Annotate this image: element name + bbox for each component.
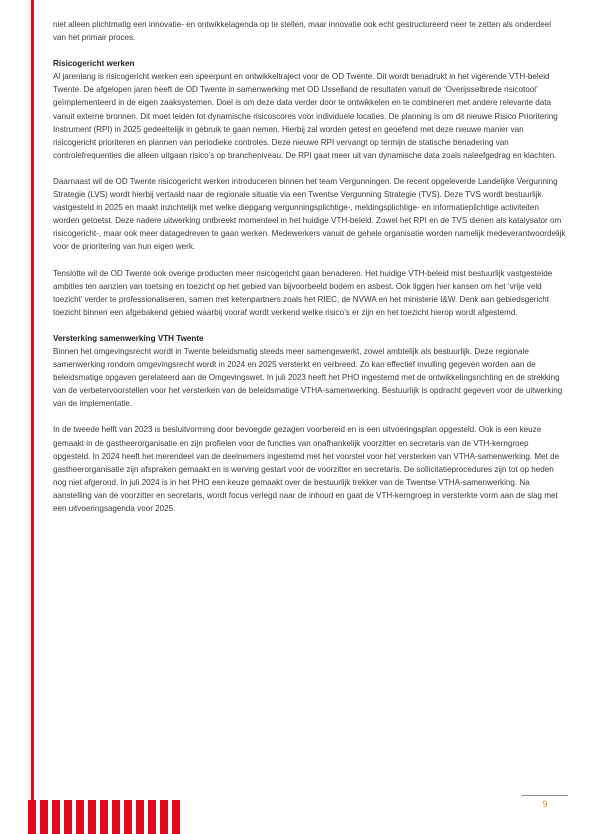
paragraph-block — [53, 423, 566, 515]
body-paragraph: Al jarenlang is risicogericht werken een speerpunt en ontwikkeltraject voor de OD Twente. Dit wordt benadrukt in het vigerende VTH-beleid Twente. De afgelopen jaren heeft de OD Twente in samenwerking met OD IJsselland de resultaten vanuit de ‘Overijsselbrede risicotool’ geïmplementeerd in de eigen zaaksystemen. Doel is om deze data verder door te ontwikkelen en te combineren met andere relevante data vanuit externe bronnen. Dit moet leiden tot dynamische risicoscores voor individuele locaties. De planning is om dit nieuwe Risico Prioritering Instrument (RPI) in 2025 gedeeltelijk in gebruik te gaan nemen. Hierbij zal worden getest en geoefend met deze nieuwe manier van risicogericht prioriteren en plannen van periodieke controles. Deze nieuwe RPI vervangt op termijn de statische benadering van controlefrequenties die alleen uitgaan risico’s op brancheniveau. De RPI gaat meer uit van dynamische data zoals naleefgedrag en klachten. — [53, 72, 558, 160]
footer-bar — [160, 800, 168, 834]
footer-bar — [148, 800, 156, 834]
paragraph-block — [53, 18, 566, 44]
footer-bar — [112, 800, 120, 834]
body-paragraph: Tenslotte wil de OD Twente ook overige producten meer risicogericht gaan benaderen. Het huidige VTH-beleid mist bestuurlijk vastgestelde ambities ten aanzien van toetsing en toezicht op het gebied van bijvoorbeeld bodem en asbest. Ook liggen hier kansen om het ‘vrije veld toezicht’ verder te professionaliseren, samen met ketenpartners zoals het RIEC, de NVWA en het ministerie I&W. Denk aan gebiedsgericht toezicht binnen een afgebakend gebied waarbij vooraf wordt verkend welke risico’s er zijn en het toezicht hierop wordt afgestemd. — [53, 268, 553, 317]
footer-bar — [100, 800, 108, 834]
body-paragraph: Binnen het omgevingsrecht wordt in Twente beleidsmatig steeds meer samengewerkt, zowel ambtelijk als bestuurlijk. Deze regionale samenwerking rondom omgevingsrecht wordt in 2024 en 2025 versterkt en verbreed. Zo kan effectief invulling gegeven worden aan de beleidsmatige opgaven gerelateerd aan de Omgevingswet. In juli 2023 heeft het PHO ingestemd met de ontwikkelingsrichting en de strekking van de verbetervoorstellen voor het versterken van de beleidsmatige VTHA-samenwerking. Bestuurlijk is opdracht gegeven voor de uitwerking van de implementatie. — [53, 346, 563, 409]
page-number: 9 — [542, 799, 548, 809]
paragraph-block — [53, 175, 566, 254]
section-block-risicogericht-werken — [53, 57, 566, 162]
section-heading: Risicogericht werken — [53, 59, 135, 69]
footer-bar — [52, 800, 60, 834]
footer-bar — [64, 800, 72, 834]
footer-bar — [88, 800, 96, 834]
document-body — [53, 18, 566, 515]
footer-bar — [172, 800, 180, 834]
page-number-divider — [522, 795, 568, 796]
footer-bar — [136, 800, 144, 834]
body-paragraph: Daarnaast wil de OD Twente risicogericht werken introduceren binnen het team Vergunningen. De recent opgeleverde Landelijke Vergunning Strategie (LVS) wordt hierbij vertaald naar de regionale situatie via een Twentse Vergunning Strategie (TVS). Deze TVS wordt bestuurlijk vastgesteld in 2025 en maakt inzichtelijk met welke diepgang vergunningsplichtige-, meldingsplichtige- en informatieplichtige activiteiten worden getoetst. Deze nadere uitwerking ontbreekt momenteel in het huidige VTH-beleid. Zowel het RPI en de TVS dienen als katalysator om risicogericht-, maar ook meer datagedreven te gaan werken. Medewerkers vanuit de gehele organisatie worden namelijk medeverantwoordelijk voor de prioritering van hun eigen werk. — [53, 176, 566, 252]
body-paragraph: In de tweede helft van 2023 is besluitvorming door bevoegde gezagen voorbereid en is een uitvoeringsplan opgesteld. Ook is een keuze gemaakt in de gastheerorganisatie en zijn profielen voor de functies van onafhankelijk voorzitter en secretaris van de VTH-kerngroep opgesteld. In 2024 heeft het merendeel van de deelnemers ingestemd met het voorstel voor het versterken van VTHA-samenwerking. Met de gastheerorganisatie zijn afspraken gemaakt en is werving gestart voor de voorzitter en secretaris. De sollicitatieprocedures zijn tot op heden nog niet afgerond. In juli 2024 is in het PHO een keuze gemaakt over de bestuurlijk trekker van de Twentse VTHA-samenwerking. Na aanstelling van de voorzitter en secretaris, wordt focus verlegd naar de inhoud en gaat de VTH-kerngroep in versterkte vorm aan de slag met een uitvoeringsagenda voor 2025. — [53, 425, 560, 513]
footer-bar — [124, 800, 132, 834]
footer-bar — [28, 800, 36, 834]
left-accent-rule — [31, 0, 34, 806]
footer-bar — [40, 800, 48, 834]
footer-bar — [76, 800, 84, 834]
footer-decorative-bars — [28, 800, 180, 834]
paragraph-block — [53, 267, 566, 319]
section-block-versterking-samenwerking-vth-twente — [53, 332, 566, 411]
section-heading: Versterking samenwerking VTH Twente — [53, 333, 204, 343]
body-paragraph: niet alleen plichtmatig een innovatie- en ontwikkelagenda op te stellen, maar innovatie ook echt gestructureerd neer te zetten als onderdeel van het primair proces. — [53, 20, 552, 43]
page-number-block — [522, 795, 568, 809]
